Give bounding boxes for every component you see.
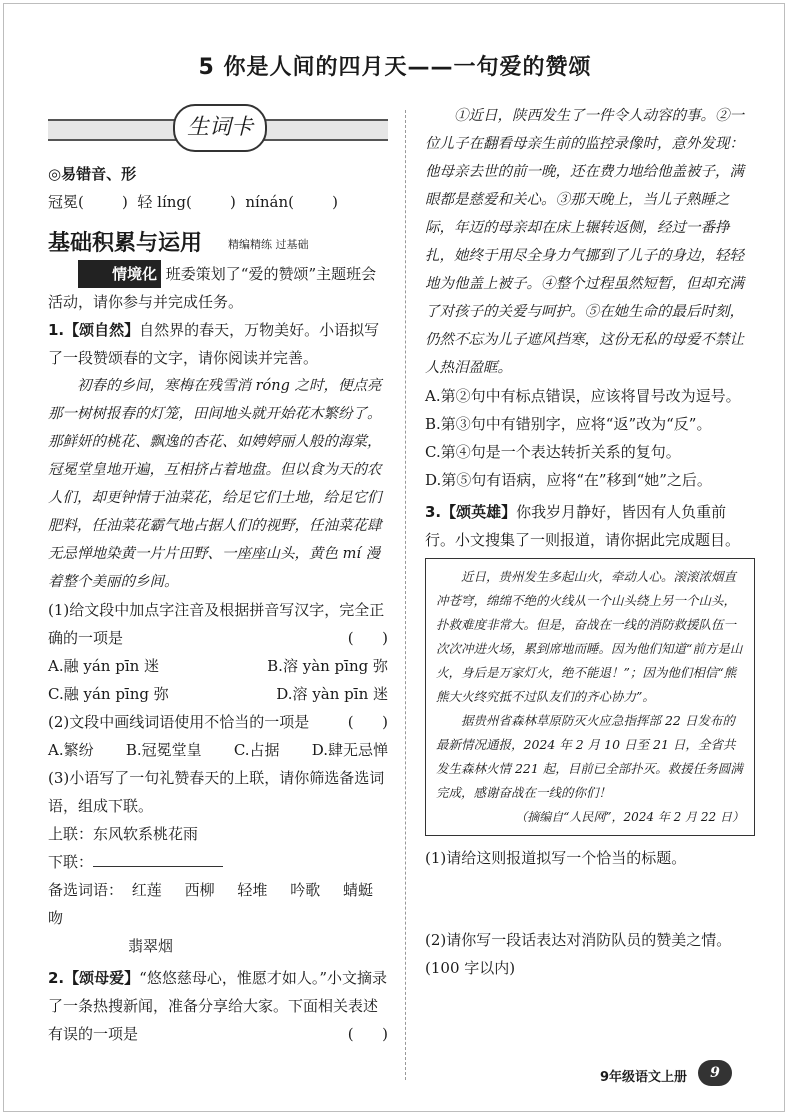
- vocab-banner: [48, 100, 388, 154]
- q1-sub2-opt-c: C.占据: [233, 741, 280, 759]
- q3-stem-text: 你我岁月静好，皆因有人负重前行。小文搜集了一则报道，请你据此完成题目。: [425, 503, 741, 549]
- vocab-line: 冠冕( ) 轻 líng( ) nínán( ): [48, 193, 338, 211]
- q1-word: 翡翠烟: [128, 937, 174, 955]
- left-column: [48, 100, 388, 1048]
- news-report-box: [425, 558, 755, 836]
- section-subtitle: 精编精练 过基础: [228, 238, 309, 251]
- q1-lower-label: 下联：: [48, 853, 94, 871]
- q1-lower-blank[interactable]: [93, 866, 223, 867]
- q2-answer-paren[interactable]: ( ): [347, 1025, 388, 1043]
- page-number: 9: [698, 1060, 732, 1086]
- q1-word: 轻堆: [237, 881, 268, 899]
- news-report-para2: 据贵州省森林草原防灭火应急指挥部 22 日发布的最新情况通报，2024 年 2 月 10 日至 21 日，全省共发生森林火情 221 起，目前已全部扑灭。救援任务圆满完成，感谢奋战在一线的你们！: [436, 713, 743, 800]
- q1-passage: 初春的乡间，寒梅在残雪消 róng 之时，便点亮那一树树报春的灯笼，田间地头就开始花木繁纷了。那鲜妍的桃花、飘逸的杏花、如娉婷丽人般的海棠，冠冕堂皇地开遍，互相挤占着地盘。但以食为天的农人们，却更钟情于油菜花，给足它们土地，给足它们肥料，任油菜花霸气地占据人们的视野，任油菜花肆无忌惮地染黄一片片田野、一座座山头，黄色 mí 漫着整个美丽的乡间。: [48, 378, 382, 590]
- q1-sub2-answer-paren[interactable]: ( ): [347, 713, 388, 731]
- page-title: 5 你是人间的四月天——一句爱的赞颂: [198, 55, 592, 80]
- q1-upper-couplet: 上联：东风软系桃花雨: [48, 825, 199, 843]
- q1-sub2-text: (2)文段中画线词语使用不恰当的一项是: [48, 713, 310, 731]
- q1-opt-d: D.溶 yàn pīn 迷: [276, 685, 388, 703]
- news-report-source: （摘编自“人民网”，2024 年 2 月 22 日）: [515, 810, 744, 824]
- q2-opt-a: A.第②句中有标点错误，应该将冒号改为逗号。: [425, 387, 741, 405]
- q2-stem-text: “悠悠慈母心，惟愿才如人。”小文摘录了一条热搜新闻，准备分享给大家。下面相关表述有误的一项是: [48, 969, 387, 1043]
- column-divider: [405, 110, 406, 1080]
- q1-sub1: [48, 596, 388, 652]
- q1-words-label: 备选词语：: [48, 881, 124, 899]
- vocab-banner-label: 生词卡: [173, 104, 267, 152]
- q1-sub2-opt-d: D.肆无忌惮: [311, 741, 388, 759]
- q1-sub2: [48, 708, 388, 736]
- q1-word-bank: [48, 876, 388, 960]
- q2-number: 2.: [48, 969, 65, 987]
- q1-opt-c: C.融 yán pīng 弥: [48, 685, 169, 703]
- q3-sub2: (2)请你写一段话表达对消防队员的赞美之情。(100 字以内): [425, 931, 732, 977]
- q1-sub1-answer-paren[interactable]: ( ): [347, 629, 388, 647]
- q1-tag: 【颂自然】: [64, 321, 140, 339]
- vocab-heading: ◎易错音、形: [48, 165, 137, 183]
- q2-stem: [48, 964, 388, 1048]
- q1-word: 红莲: [131, 881, 162, 899]
- news-report-para1: 近日，贵州发生多起山火，牵动人心。滚滚浓烟直冲苍穹，绵绵不绝的火线从一个山头绕上另一个山头，扑救难度非常大。但是，奋战在一线的消防救援队伍一次次冲进火场，累到席地而睡。因为他们知道“前方是山火，身后是万家灯火，绝不能退！”；因为他们相信“熊熊大火终究抵不过队友们的齐心协力”。: [436, 569, 743, 704]
- q1-lower-couplet: [48, 848, 388, 876]
- q1-stem-text: 自然界的春天，万物美好。小语拟写了一段赞颂春的文字，请你阅读并完善。: [48, 321, 380, 367]
- q1-opt-a: A.融 yán pīn 迷: [48, 657, 160, 675]
- q1-word: 吟歌: [290, 881, 321, 899]
- q1-sub2-opt-b: B.冠冕堂皇: [125, 741, 202, 759]
- q1-opt-b: B.溶 yàn pīng 弥: [267, 657, 388, 675]
- q1-opts-row1: [48, 652, 388, 680]
- q3-number: 3.: [425, 503, 442, 521]
- intro-tag: 情境化: [78, 260, 161, 288]
- q1-stem: [48, 316, 388, 372]
- q2-opt-d: D.第⑤句有语病，应将“在”移到“她”之后。: [425, 471, 712, 489]
- q3-stem: [425, 498, 755, 554]
- q2-opt-c: C.第④句是一个表达转折关系的复句。: [425, 443, 681, 461]
- q3-tag: 【颂英雄】: [441, 503, 517, 521]
- intro-text: 班委策划了“爱的赞颂”主题班会活动，请你参与并完成任务。: [48, 265, 377, 311]
- q2-opt-b: B.第③句中有错别字，应将“返”改为“反”。: [425, 415, 712, 433]
- section-title: 基础积累与运用: [48, 231, 203, 256]
- q1-opts-row2: [48, 680, 388, 708]
- q1-sub2-opt-a: A.繁纷: [48, 741, 94, 759]
- right-column: [425, 100, 755, 1072]
- q2-tag: 【颂母爱】: [64, 969, 140, 987]
- q1-sub3: (3)小语写了一句礼赞春天的上联，请你筛选备选词语，组成下联。: [48, 769, 385, 815]
- footer-book-title: 9年级语文上册: [600, 1070, 688, 1085]
- intro-paragraph: [48, 260, 388, 316]
- q3-sub1-answer-space[interactable]: [425, 872, 755, 926]
- q1-word: 蜻蜓吻: [48, 881, 373, 927]
- q1-sub1-text: (1)给文段中加点字注音及根据拼音写汉字，完全正确的一项是: [48, 601, 385, 647]
- q3-sub2-answer-space[interactable]: [425, 982, 755, 1072]
- q1-sub2-opts: [48, 736, 388, 764]
- q1-word: 西柳: [184, 881, 215, 899]
- q2-passage: ①近日，陕西发生了一件令人动容的事。②一位儿子在翻看母亲生前的监控录像时，意外发现：他母亲去世的前一晚，还在费力地给他盖被子，满眼都是慈爱和关心。③那天晚上，当儿子熟睡之际，年迈的母亲却在床上辗转返侧，经过一番挣扎，她终于用尽全身力气挪到了儿子的身边，轻轻地为他盖上被子。④整个过程虽然短暂，但却充满了对孩子的关爱与呵护。⑤在她生命的最后时刻，仍然不忘为儿子遮风挡寒，这份无私的母爱不禁让人热泪盈眶。: [425, 108, 744, 376]
- q3-sub1: (1)请给这则报道拟写一个恰当的标题。: [425, 849, 687, 867]
- section-heading: [48, 226, 388, 260]
- q1-number: 1.: [48, 321, 65, 339]
